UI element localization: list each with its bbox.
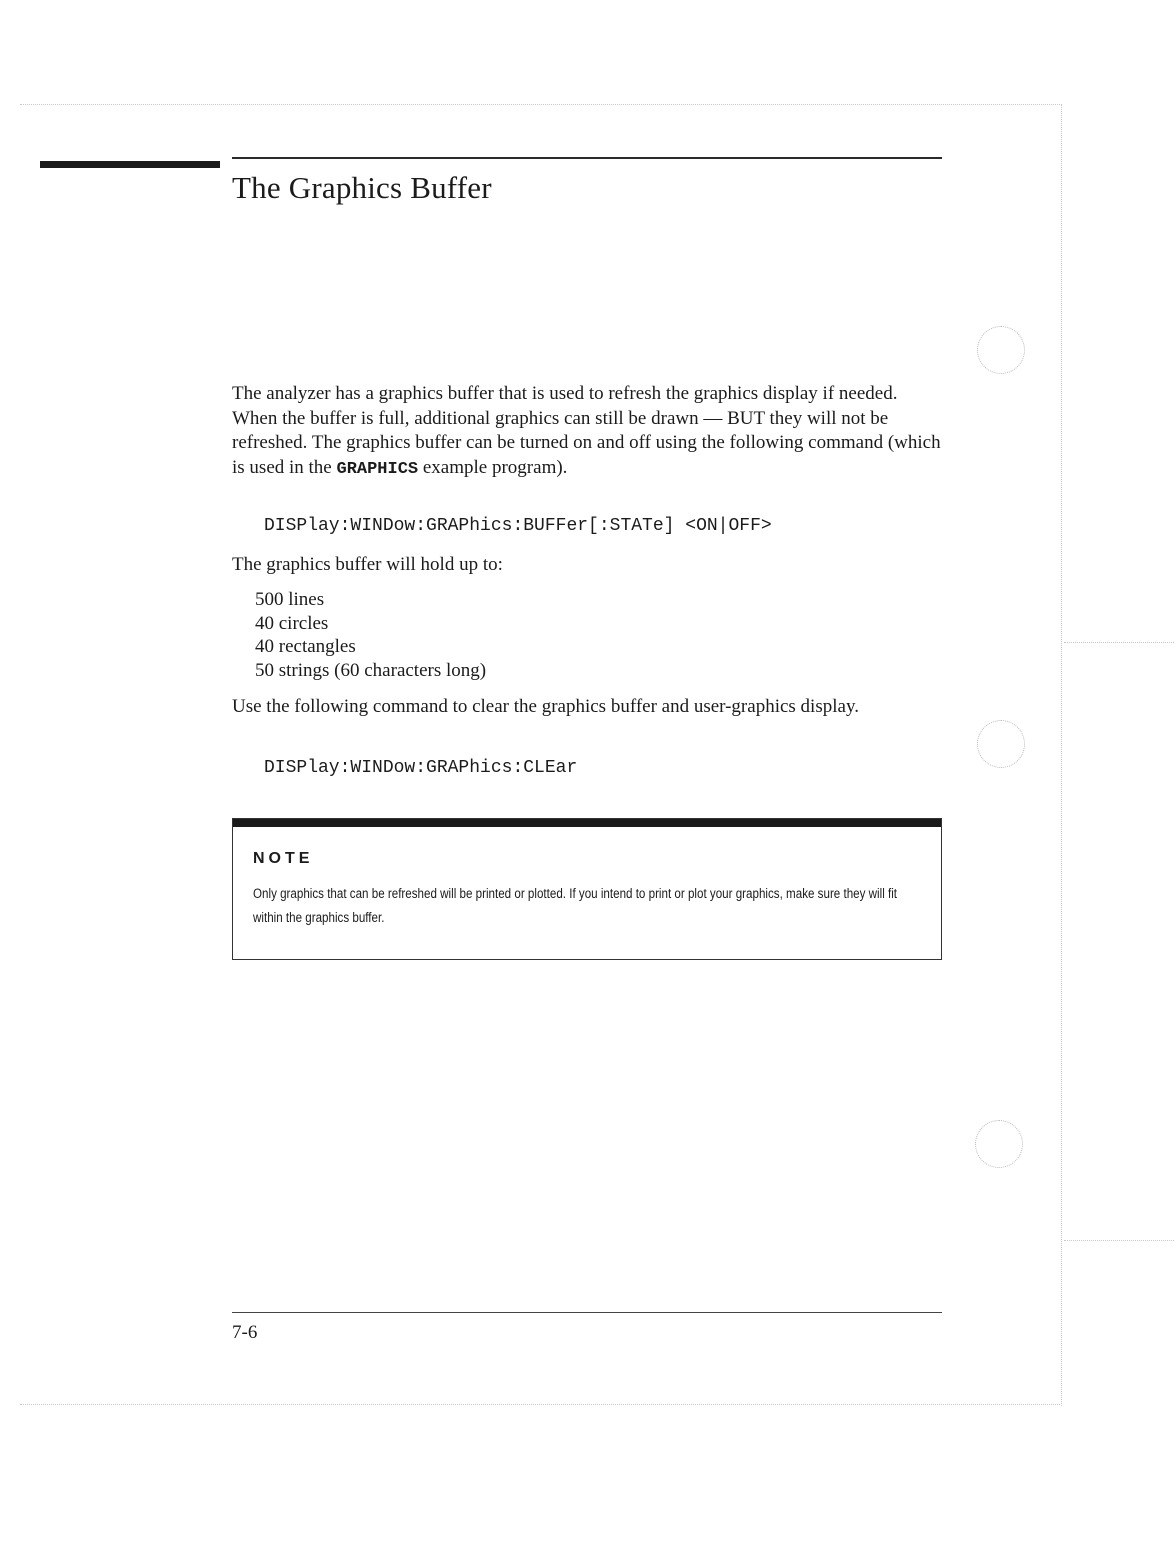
command-clear: DISPlay:WINDow:GRAPhics:CLEar — [264, 758, 578, 778]
tab-divider-lower — [1064, 1240, 1174, 1241]
binder-hole-bottom — [975, 1120, 1023, 1168]
intro-text-after-code: example program). — [418, 456, 568, 478]
list-item: 40 circles — [255, 612, 329, 634]
list-item: 50 strings (60 characters long) — [255, 659, 487, 681]
note-box — [232, 818, 942, 960]
capacity-intro: The graphics buffer will hold up to: — [232, 554, 503, 575]
note-heading: NOTE — [253, 850, 314, 867]
footer-rule — [232, 1312, 942, 1313]
page-top-edge — [20, 104, 1060, 105]
list-item: 500 lines — [255, 589, 325, 610]
title-rule — [232, 157, 942, 159]
note-text: Only graphics that can be refreshed will be printed or plotted. If you intend to print or plot your graphics, make sure they will fit within the graphics buffer. — [253, 886, 898, 925]
intro-paragraph — [232, 382, 947, 482]
intro-code-graphics: GRAPHICS — [336, 459, 419, 479]
page-right-edge — [1061, 104, 1062, 1406]
page-title: The Graphics Buffer — [232, 170, 492, 205]
intro-text-before-code: The analyzer has a graphics buffer that is used to refresh the graphics display if needed. When the buffer is full, additional graphics can still be drawn — BUT they will not be refreshed. The graphics buffer can be turned on and off using the following command (which is used in the — [232, 383, 941, 478]
list-item: 40 rectangles — [255, 636, 356, 657]
command-buffer-state: DISPlay:WINDow:GRAPhics:BUFFer[:STATe] <ON|OFF> — [264, 516, 772, 536]
tab-divider-upper — [1064, 642, 1174, 643]
page-number: 7-6 — [232, 1322, 258, 1343]
note-top-bar — [233, 819, 941, 827]
clear-intro: Use the following command to clear the graphics buffer and user-graphics display. — [232, 696, 859, 717]
page-bottom-edge — [20, 1404, 1060, 1405]
binder-hole-middle — [977, 720, 1025, 768]
capacity-list — [255, 588, 486, 682]
section-marker-bar — [40, 161, 220, 168]
binder-hole-top — [977, 326, 1025, 374]
